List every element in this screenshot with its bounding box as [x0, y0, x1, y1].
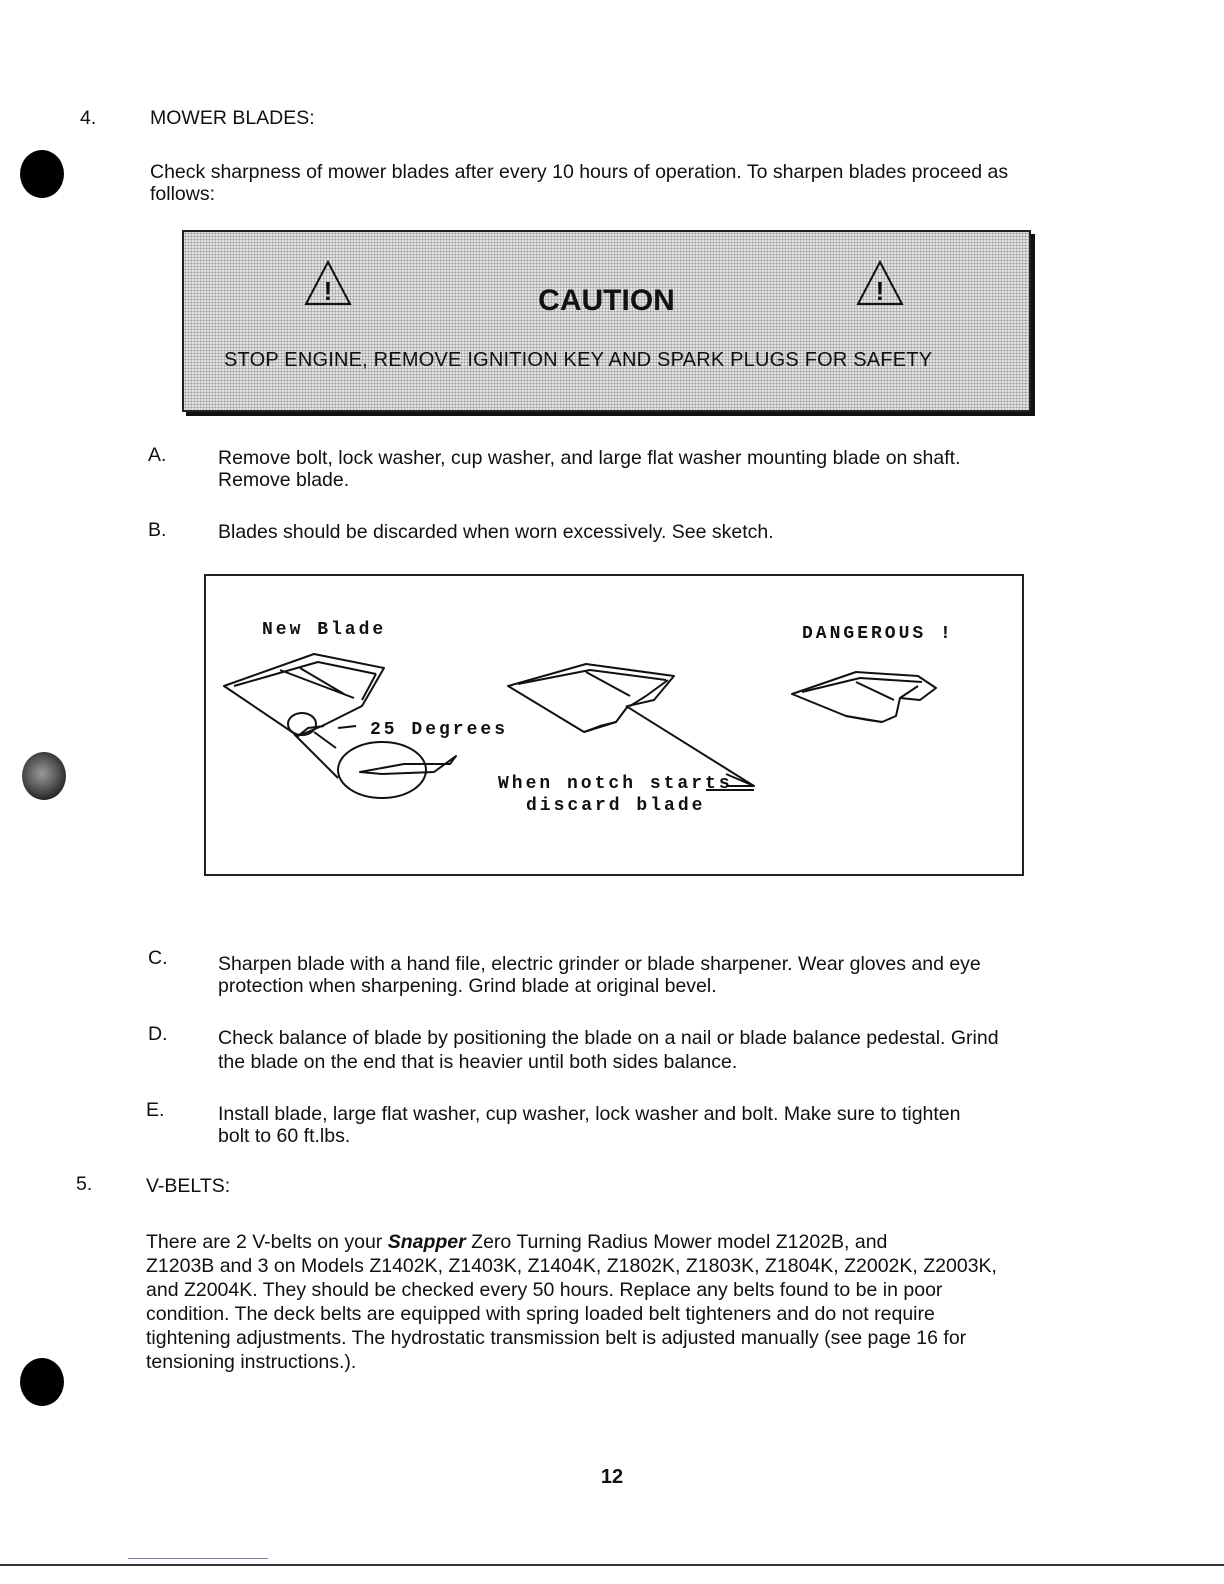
- worn-blade-sketch: [508, 664, 754, 790]
- caution-message: STOP ENGINE, REMOVE IGNITION KEY AND SPARK PLUGS FOR SAFETY: [224, 349, 933, 371]
- blade-wear-diagram: [204, 574, 1024, 876]
- binder-hole-middle: [22, 752, 66, 800]
- section-5-heading: V-BELTS:: [146, 1175, 231, 1197]
- page-number: 12: [600, 1466, 624, 1488]
- step-c-line1: Sharpen blade with a hand file, electric grinder or blade sharpener. Wear gloves and eye: [218, 953, 981, 975]
- notch-label-line2: discard blade: [526, 796, 706, 816]
- section-5-line2: Z1203B and 3 on Models Z1402K, Z1403K, Z1404K, Z1802K, Z1803K, Z1804K, Z2002K, Z2003K,: [146, 1255, 997, 1277]
- section-4-intro-line2: follows:: [150, 183, 216, 205]
- step-c-line2: protection when sharpening. Grind blade at original bevel.: [218, 975, 717, 997]
- step-d-letter: D.: [148, 1023, 168, 1045]
- step-a-line2: Remove blade.: [218, 469, 350, 491]
- section-5-line1-post: Zero Turning Radius Mower model Z1202B, and: [465, 1231, 888, 1253]
- section-5-line1: [146, 1230, 887, 1254]
- angle-label: 25 Degrees: [370, 720, 509, 740]
- bottom-edge-mark: [128, 1558, 268, 1559]
- binder-hole-top: [20, 150, 64, 198]
- caution-title: CAUTION: [538, 284, 675, 317]
- dangerous-label: DANGEROUS !: [802, 624, 954, 644]
- warning-triangle-icon: [856, 260, 904, 306]
- section-5-line4: condition. The deck belts are equipped with spring loaded belt tighteners and do not require: [146, 1303, 935, 1325]
- binder-hole-bottom: [20, 1358, 64, 1406]
- svg-text:!: !: [323, 276, 333, 306]
- blade-sketches: [206, 576, 1022, 874]
- step-b-line1: Blades should be discarded when worn excessively. See sketch.: [218, 521, 774, 543]
- caution-box: [182, 230, 1031, 412]
- step-d-line2: the blade on the end that is heavier until both sides balance.: [218, 1051, 738, 1073]
- bottom-edge-line: [0, 1564, 1224, 1566]
- step-a-letter: A.: [148, 444, 167, 466]
- step-e-letter: E.: [146, 1099, 165, 1121]
- step-a-line1: Remove bolt, lock washer, cup washer, and large flat washer mounting blade on shaft.: [218, 447, 961, 469]
- step-c-letter: C.: [148, 947, 168, 969]
- step-e-line1: Install blade, large flat washer, cup washer, lock washer and bolt. Make sure to tighten: [218, 1103, 961, 1125]
- notch-label-line1: When notch starts: [498, 774, 733, 794]
- section-4-number: 4.: [80, 107, 97, 129]
- section-5-line5: tightening adjustments. The hydrostatic transmission belt is adjusted manually (see page 16 for: [146, 1327, 967, 1349]
- section-5-line1-pre: There are 2 V-belts on your: [146, 1231, 388, 1253]
- section-5-line3: and Z2004K. They should be checked every 50 hours. Replace any belts found to be in poor: [146, 1279, 943, 1301]
- section-4-heading: MOWER BLADES:: [150, 107, 315, 129]
- section-5-number: 5.: [76, 1173, 93, 1195]
- step-b-letter: B.: [148, 519, 167, 541]
- section-4-intro-line1: Check sharpness of mower blades after every 10 hours of operation. To sharpen blades proceed as: [150, 161, 1009, 183]
- step-e-line2: bolt to 60 ft.lbs.: [218, 1125, 351, 1147]
- new-blade-label: New Blade: [262, 620, 387, 640]
- section-5-line6: tensioning instructions.).: [146, 1351, 357, 1373]
- dangerous-blade-sketch: [792, 672, 936, 722]
- new-blade-sketch: [224, 654, 456, 798]
- step-d-line1: Check balance of blade by positioning the blade on a nail or blade balance pedestal. Grind: [218, 1027, 999, 1049]
- brand-name: Snapper: [387, 1231, 466, 1253]
- svg-text:!: !: [875, 276, 885, 306]
